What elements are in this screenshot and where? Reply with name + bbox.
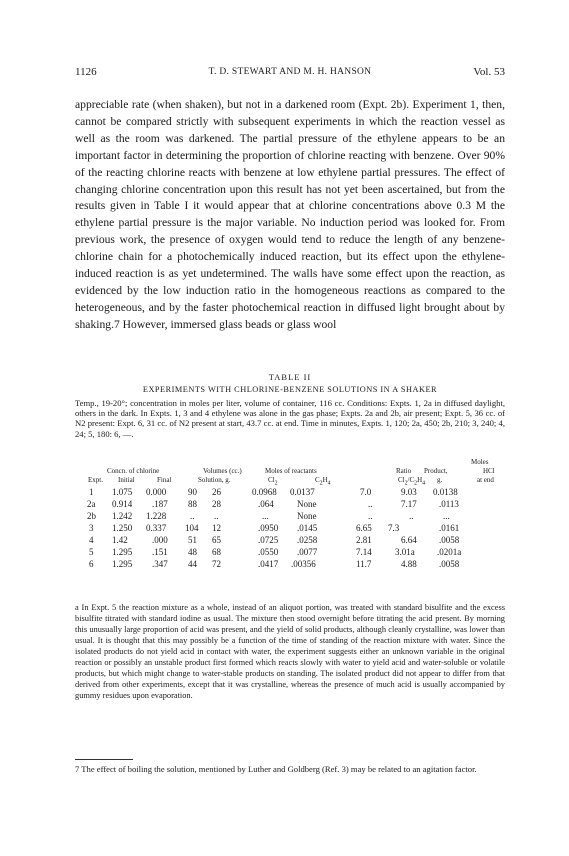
- cell-ratio: 6.65: [356, 523, 372, 533]
- cell-hcl: .0058: [439, 535, 460, 545]
- col-header-c2h4: $C_2H_4$: [315, 476, 331, 487]
- col-header-product-g: g.: [437, 476, 443, 484]
- table-title: EXPERIMENTS WITH CHLORINE-BENZENE SOLUTIONS IN A SHAKER: [142, 385, 438, 394]
- cell-cl2-moles: .0550: [258, 547, 279, 557]
- cell-initial: 1.295: [112, 559, 133, 569]
- group-header-moles: Moles: [471, 458, 489, 466]
- conditions-text: Temp., 19-20°; concentration in moles per liter, volume of container, 116 cc. Conditions: Expts. 1, 2a in diffused daylight, others in the dark. In Expts. 1, 3 and 4 ethylene was alone in the gas phase; Expts. 2a and 2b, air present; Expt. 5, 36 cc. of N2 present: Expt. 6, 31 cc. of N2 present at start, 43.7 cc. at end. Time in minutes, Expts. 1, 120; 2a, 450; 2b, 210; 3, 240; 4, 24; 5, 180: 6, —.: [75, 398, 505, 439]
- cell-expt: 2b: [87, 511, 96, 521]
- footnote-divider: [75, 759, 133, 760]
- cell-solution: ..: [190, 511, 195, 521]
- cell-solution: 88: [188, 499, 197, 509]
- cell-initial: 1.42: [112, 535, 128, 545]
- cell-cl2-moles: .0950: [258, 523, 279, 533]
- cell-cl2-volume: ..: [214, 511, 219, 521]
- cell-cl2-volume: 72: [212, 559, 221, 569]
- cell-hcl: .0113: [439, 499, 459, 509]
- cell-final: 0.337: [146, 523, 167, 533]
- col-header-hcl: HCl: [483, 467, 495, 475]
- cell-c2h4-moles: 0.0137: [290, 487, 315, 497]
- body-text: [75, 97, 505, 334]
- cell-hcl: ...: [443, 511, 450, 521]
- cell-c2h4-moles: None: [297, 511, 317, 521]
- col-header-initial: Initial: [118, 476, 135, 484]
- cell-ratio: 11.7: [356, 559, 372, 569]
- cell-ratio: ..: [368, 499, 373, 509]
- cell-product: ..: [409, 511, 414, 521]
- running-authors: T. D. STEWART AND M. H. HANSON: [208, 67, 372, 77]
- cell-expt: 6: [89, 559, 94, 569]
- cell-ratio: ..: [368, 511, 373, 521]
- cell-final: .347: [152, 559, 168, 569]
- cell-expt: 5: [89, 547, 94, 557]
- group-header-reactants: Moles of reactants: [265, 467, 317, 475]
- cell-hcl: 0.0138: [433, 487, 458, 497]
- cell-cl2-moles: .064: [258, 499, 274, 509]
- cell-hcl: .0058: [439, 559, 460, 569]
- cell-final: .151: [152, 547, 168, 557]
- cell-hcl: .0161: [439, 523, 460, 533]
- table-label: TABLE II: [268, 372, 312, 382]
- cell-cl2-volume: 28: [212, 499, 221, 509]
- table-conditions: [75, 398, 505, 439]
- cell-final: .187: [152, 499, 168, 509]
- cell-product: 7.17: [401, 499, 417, 509]
- cell-c2h4-moles: None: [297, 499, 317, 509]
- cell-product: 7.3: [388, 523, 400, 533]
- cell-solution: 48: [188, 547, 197, 557]
- cell-c2h4-moles: .00356: [291, 559, 316, 569]
- cell-solution: 104: [185, 523, 199, 533]
- cell-product: 4.88: [401, 559, 417, 569]
- cell-initial: 1.075: [112, 487, 133, 497]
- table-footnote: [75, 603, 505, 702]
- cell-product: 3.01a: [395, 547, 415, 557]
- cell-hcl: .0201a: [437, 547, 462, 557]
- cell-solution: 90: [188, 487, 197, 497]
- cell-cl2-volume: 68: [212, 547, 221, 557]
- group-header-ratio: Ratio: [396, 467, 412, 475]
- cell-initial: 1.242: [112, 511, 133, 521]
- group-header-volumes: Volumes (cc.): [203, 467, 242, 475]
- cell-cl2-volume: 65: [212, 535, 221, 545]
- group-header-chlorine: Concn. of chlorine: [107, 467, 160, 475]
- col-header-final: Final: [157, 476, 172, 484]
- table-footnote-text: a In Expt. 5 the reaction mixture as a whole, instead of an aliquot portion, was treated with standard bisulfite and the excess bisulfite titrated with standard iodine as usual. The mixture then stood overnight before titrating the acid present. By morning this unusually large proportion of acid was present, and the yield of solid products, although cleanly crystalline, was lower than usual. It is thought that this may possibly be a function of the time of standing of the reaction mixture with water. Since the isolated products do not yield acid in contact with water, the experiment suggests either an unknown variable in the original reaction or possibly an unstable product first formed which reacts slowly with water to yield acid and water-soluble or volatile products, but which might change to water-stable products on standing. The isolated product did not appear to differ from that derived from other experiments, except that it was crystalline, whereas the presence of much acid is usually accompanied by gummy residues upon evaporation.: [75, 603, 505, 700]
- col-header-solution: Solution, g.: [198, 476, 231, 484]
- cell-final: 1.228: [146, 511, 167, 521]
- cell-cl2-moles: 0.0968: [252, 487, 277, 497]
- cell-ratio: 7.0: [360, 487, 372, 497]
- col-header-cl2: $Cl_2$: [268, 476, 278, 487]
- col-header-at-end: at end: [477, 476, 494, 484]
- cell-ratio: 2.81: [356, 535, 372, 545]
- cell-c2h4-moles: .0258: [297, 535, 318, 545]
- cell-expt: 4: [89, 535, 94, 545]
- cell-c2h4-moles: .0145: [297, 523, 318, 533]
- cell-expt: 1: [89, 487, 94, 497]
- page-number: 1126: [75, 66, 97, 78]
- cell-solution: 44: [188, 559, 197, 569]
- cell-cl2-moles: .0417: [258, 559, 279, 569]
- cell-final: 0.000: [146, 487, 167, 497]
- page-footnote: [75, 764, 505, 775]
- cell-ratio: 7.14: [356, 547, 372, 557]
- body-paragraph: appreciable rate (when shaken), but not in a darkened room (Expt. 2b). Experiment 1, then, cannot be compared strictly with subsequent experiments in which the reaction vessel as well as the room was darkened. The partial pressure of the ethylene appears to be an important factor in determining the proportion of chlorine reacting with benzene. Over 90% of the reacting chlorine reacts with benzene at low ethylene partial pressures. The effect of changing chlorine concentration upon this result has not yet been ascertained, but from the results given in Table I it would appear that at chlorine concentrations above 0.3 M the ethylene partial pressure is the major variable. No induction period was looked for. From previous work, the presence of oxygen would tend to reduce the length of any benzene-chlorine chain for a photochemically induced reaction, but its effect upon the ethylene-induced reaction is as yet undetermined. The walls have some effect upon the reaction, as evidenced by the low induction ratio in the homogeneous reactions as compared to the heterogeneous, and by the faster photochemical reaction in diffused light brought about by shaking.7 However, immersed glass beads or glass wool: [75, 98, 505, 331]
- running-header: [75, 66, 505, 82]
- cell-cl2-moles: ...: [262, 511, 269, 521]
- volume-label: Vol. 53: [473, 66, 505, 78]
- cell-expt: 2a: [87, 499, 96, 509]
- cell-initial: 1.295: [112, 547, 133, 557]
- cell-initial: 1.250: [112, 523, 133, 533]
- cell-product: 6.64: [401, 535, 417, 545]
- cell-cl2-volume: 26: [212, 487, 221, 497]
- cell-cl2-volume: 12: [212, 523, 221, 533]
- cell-c2h4-moles: .0077: [297, 547, 318, 557]
- col-header-ratio: $Cl_2/C_2H_4$: [398, 476, 426, 487]
- cell-final: .000: [152, 535, 168, 545]
- cell-cl2-moles: .0725: [258, 535, 279, 545]
- col-header-expt: Expt.: [88, 476, 103, 484]
- cell-expt: 3: [89, 523, 94, 533]
- cell-solution: 51: [188, 535, 197, 545]
- page-footnote-text: 7 The effect of boiling the solution, mentioned by Luther and Goldberg (Ref. 3) may be related to an agitation factor.: [75, 764, 477, 774]
- cell-product: 9.03: [401, 487, 417, 497]
- group-header-product: Product,: [424, 467, 448, 475]
- cell-initial: 0.914: [112, 499, 133, 509]
